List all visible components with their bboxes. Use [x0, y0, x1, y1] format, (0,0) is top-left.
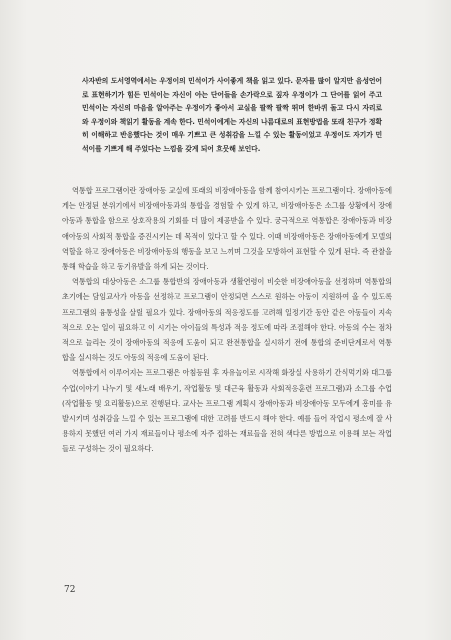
body-text: [62, 183, 392, 457]
page-number: 72: [64, 585, 76, 595]
paragraph-reverse-inclusion-definition: 역통합 프로그램이란 장애아동 교실에 또래의 비장애아동을 함께 참여시키는 프로그램이다. 장애아동에게는 안정된 분위기에서 비장애아동과의 통합을 경험할 수 있게 하고, 비장애아동은 소그룹 상황에서 장애아동과 통합을 함으로 상호작용의 기회를 더 많이 제공받을 수 있다. 궁극적으로 역통합은 장애아동과 비장애아동의 사회적 통합을 증진시키는 데 목적이 있다고 할 수 있다. 이때 비장애아동은 장애아동에게 모델의 역할을 하고 장애아동은 비장애아동의 행동을 보고 느끼며 그것을 모방하여 표현할 수 있게 된다. 즉 관찰을 통해 학습을 하고 동기유발을 하게 되는 것이다.: [62, 186, 392, 272]
paragraph-target-children: 역통합의 대상아동은 소그룹 통합반의 장애아동과 생활연령이 비슷한 비장애아동을 선정하며 역통합의 초기에는 담임교사가 아동을 선정하고 프로그램이 안정되면 스스로 원하는 아동이 지원하여 올 수 있도록 프로그램의 융통성을 살릴 필요가 있다. 장애아동의 적응정도를 고려해 일정기간 동안 같은 아동들이 지속적으로 오는 일이 필요하고 이 시기는 아이들의 특성과 적응 정도에 따라 조절해야 한다. 아동의 수는 점차적으로 늘리는 것이 장애아동의 적응에 도움이 되고 완전통합을 실시하기 전에 통합의 준비단계로서 역통합을 실시하는 것도 아동의 적응에 도움이 된다.: [62, 277, 392, 363]
boxed-anecdote-text: 사자반의 도서영역에서는 우정이의 민석이가 사이좋게 책을 읽고 있다. 문자를 많이 알지만 음성언어로 표현하기가 힘든 민석이는 자신이 아는 단어들을 손가락으로 짚자 우정이가 그 단어를 읽어 주고 민석이는 자신의 마음을 알아주는 우정이가 좋아서 교실을 팔짝 팔짝 뛰며 한바퀴 돌고 다시 자리로 와 우정이와 책읽기 활동을 계속 한다. 민석이에게는 자신의 나름대로의 표현방법을 또래 친구가 정확히 이해하고 반응했다는 것이 매우 기쁘고 큰 성취감을 느낄 수 있는 활동이었고 우정이도 자기가 민석이를 기쁘게 해 주었다는 느낌을 갖게 되어 흐뭇해 보인다.: [82, 77, 382, 153]
paragraph-program-content: 역통합에서 이루어지는 프로그램은 아침등원 후 자유놀이로 시작해 화장실 사용하기 간식먹기와 대그룹 수업(이야기 나누기 및 새노래 배우기, 작업활동 및 대근육 활동과 사회적응훈련 프로그램)과 소그룹 수업(작업활동 및 요리활동)으로 진행된다. 교사는 프로그램 계획시 장애아동과 비장애아동 모두에게 흥미를 유발시키며 성취감을 느낄 수 있는 프로그램에 대한 고려를 반드시 해야 한다. 예를 들어 작업시 평소에 잘 사용하지 못했던 여러 가지 재료들이나 평소에 자주 접하는 재료들을 전혀 색다른 방법으로 이용해 보는 작업들로 구성하는 것이 필요하다.: [62, 368, 392, 454]
boxed-anecdote: [82, 75, 382, 157]
